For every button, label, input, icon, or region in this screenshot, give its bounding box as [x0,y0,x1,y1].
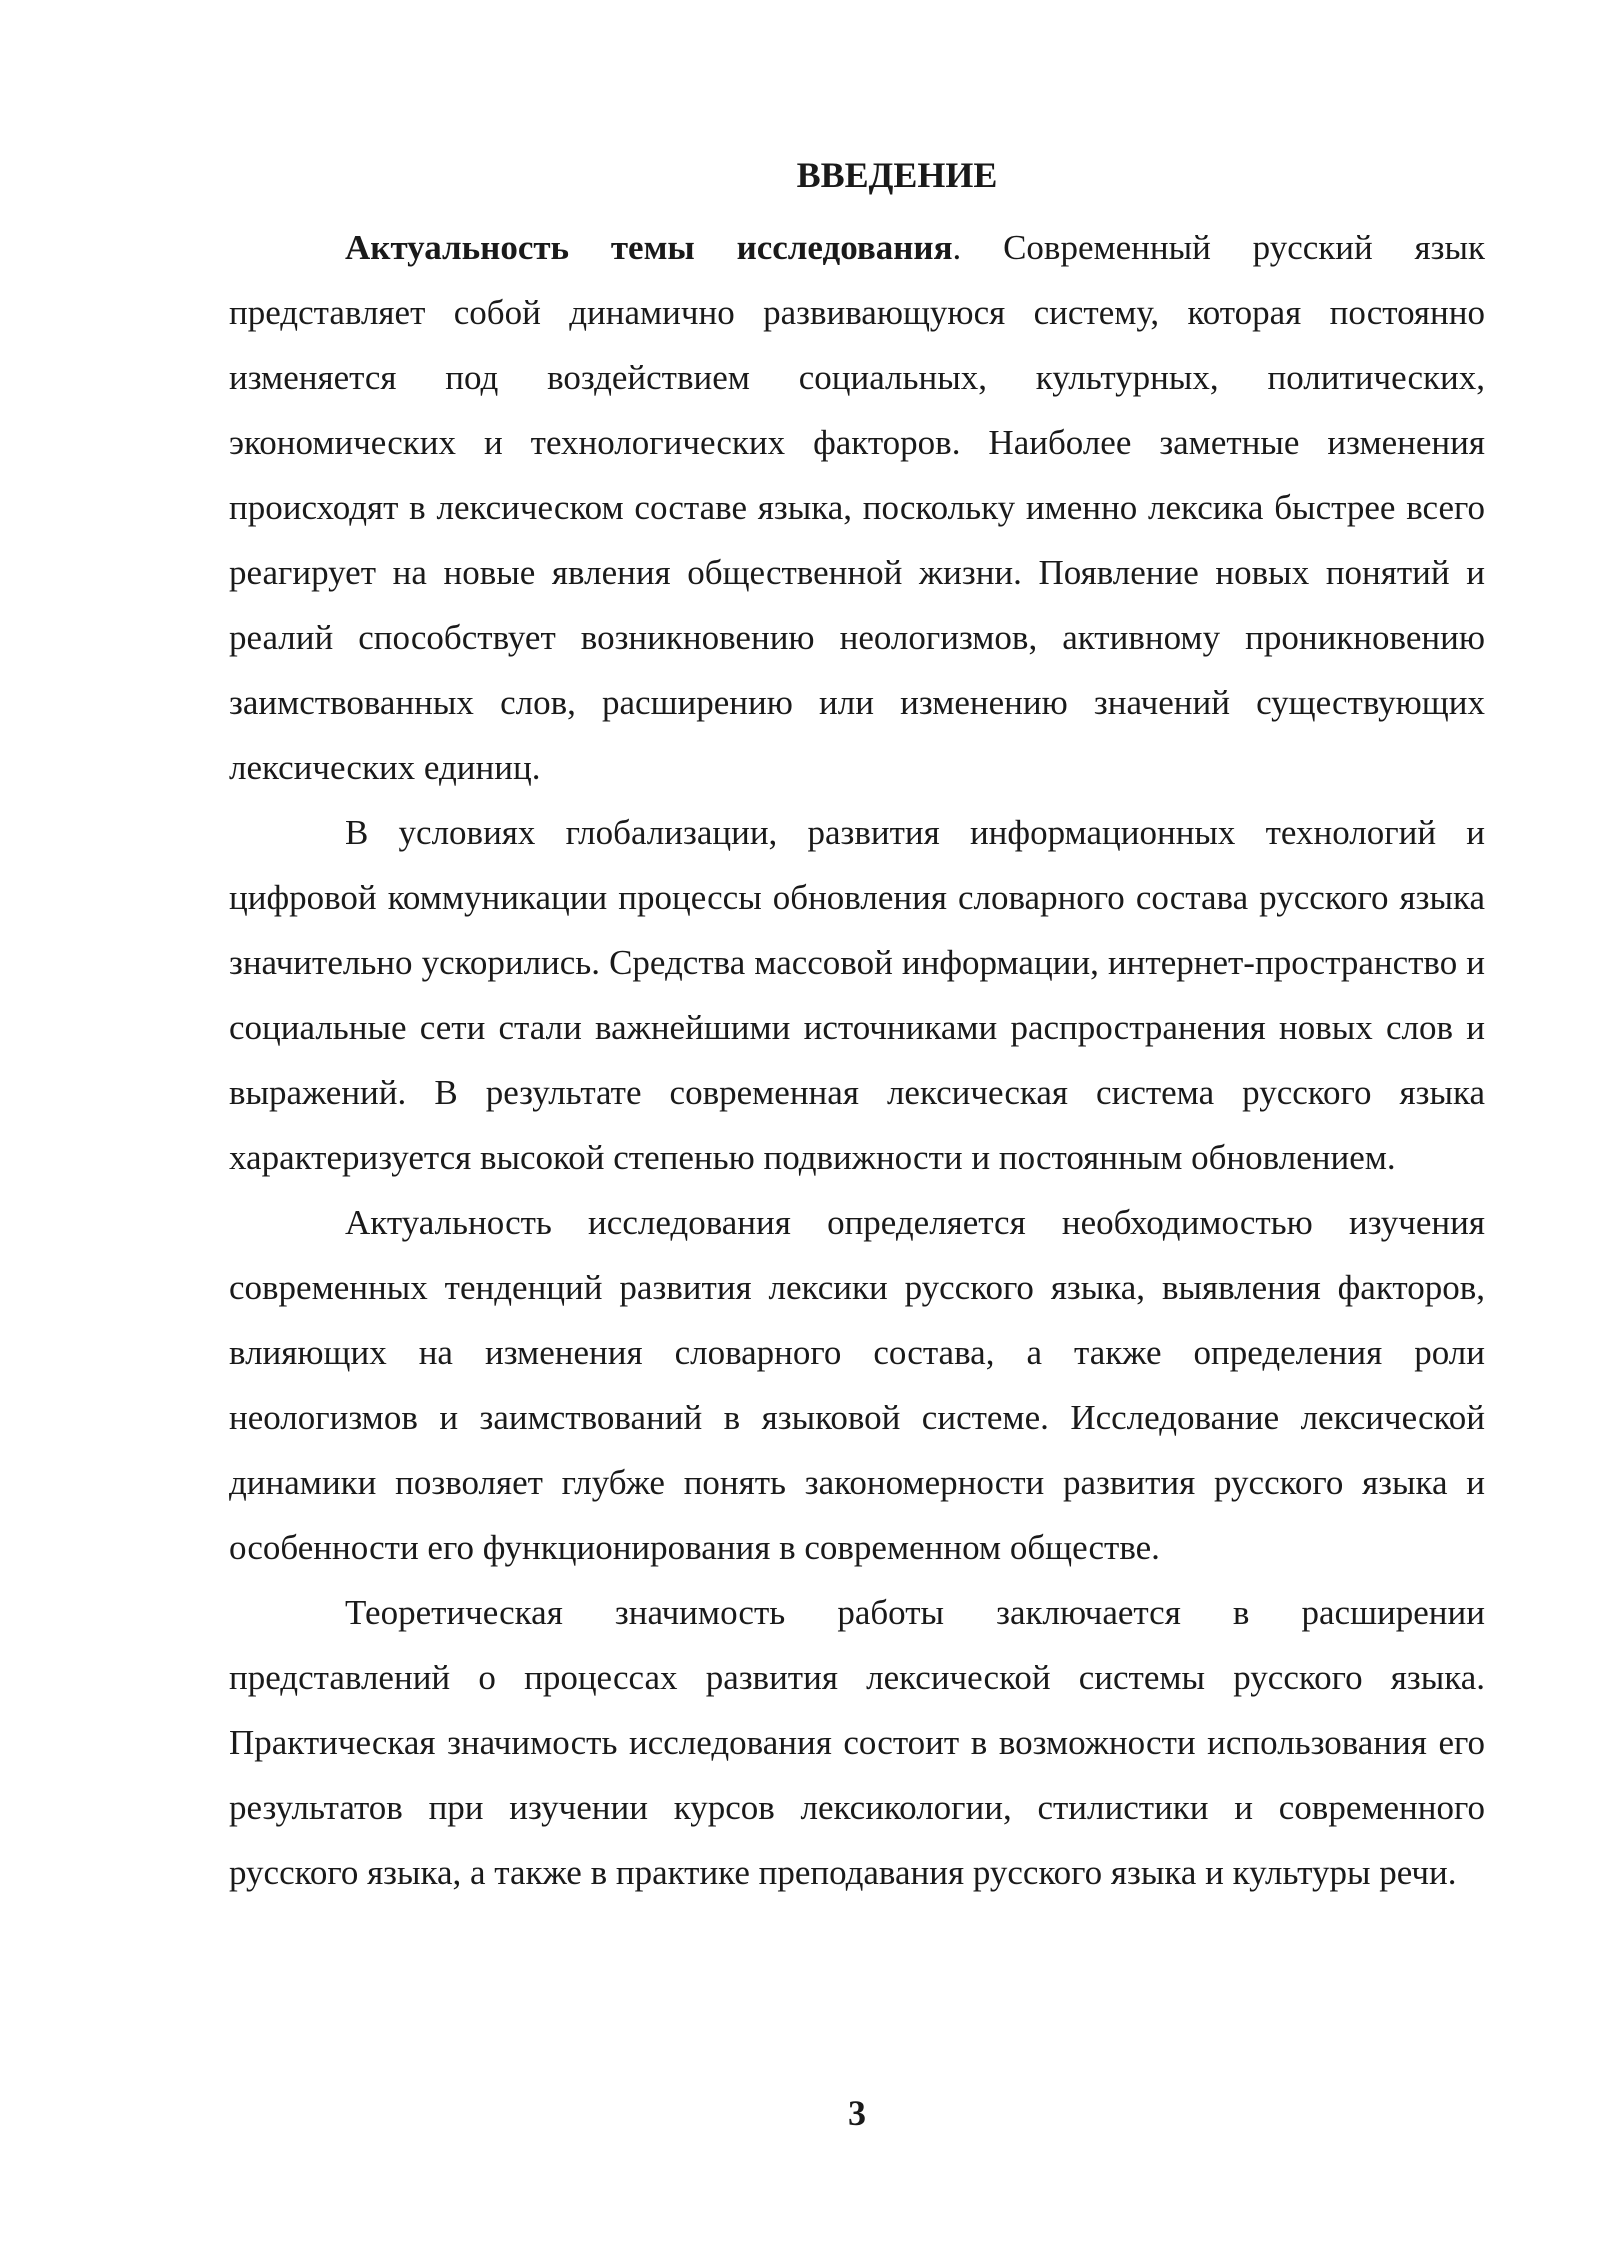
paragraph-research-relevance: Актуальность исследования определяется необходимостью изучения современных тенденций развития лексики русского языка, выявления факторов, влияющих на изменения словарного состава, а также определения роли неологизмов и заимствований в языковой системе. Исследование лексической динамики позволяет глубже понять закономерности развития русского языка и особенности его функционирования в современном обществе. [229,1203,1485,1567]
page-body [229,150,1485,1905]
section-heading: ВВЕДЕНИЕ [796,155,998,195]
paragraph-relevance [229,215,1485,800]
paragraph-text: Современный русский язык представляет собой динамично развивающуюся систему, которая постоянно изменяется под воздействием социальных, культурных, политических, экономических и технологических факторов. Наиболее заметные изменения происходят в лексическом составе языка, поскольку именно лексика быстрее всего реагирует на новые явления общественной жизни. Появление новых понятий и реалий способствует возникновению неологизмов, активному проникновению заимствованных слов, расширению или изменению значений существующих лексических единиц. [229,228,1485,787]
paragraph-globalization: В условиях глобализации, развития информационных технологий и цифровой коммуникации процессы обновления словарного состава русского языка значительно ускорились. Средства массовой информации, интернет-пространство и социальные сети стали важнейшими источниками распространения новых слов и выражений. В результате современная лексическая система русского языка характеризуется высокой степенью подвижности и постоянным обновлением. [229,813,1485,1177]
paragraph-lead-bold: Актуальность темы исследования [345,228,953,267]
paragraph-lead-punctuation: . [952,228,962,267]
paragraph-significance: Теоретическая значимость работы заключается в расширении представлений о процессах развития лексической системы русского языка. Практическая значимость исследования состоит в возможности использования его результатов при изучении курсов лексикологии, стилистики и современного русского языка, а также в практике преподавания русского языка и культуры речи. [229,1593,1485,1892]
page-number: 3 [848,2093,866,2133]
